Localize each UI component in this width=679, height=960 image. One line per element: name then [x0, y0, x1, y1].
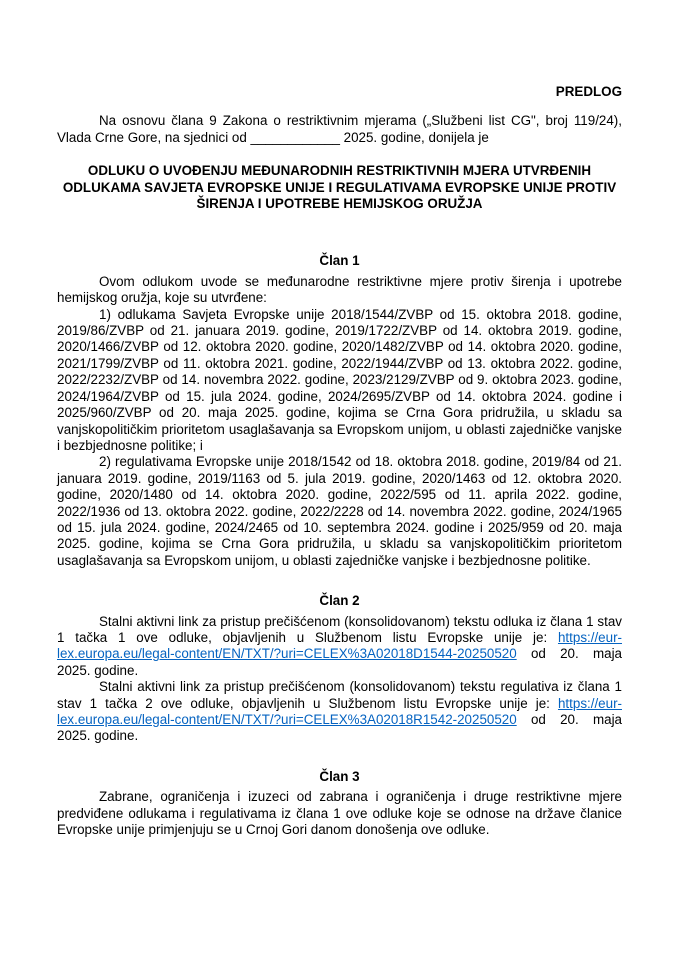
document-title: ODLUKU O UVOĐENJU MEĐUNARODNIH RESTRIKTIVNIH MJERA UTVRĐENIH ODLUKAMA SAVJETA EVROPSKE UNIJE I REGULATIVAMA EVROPSKE UNIJE PROTIV ŠIRENJA I UPOTREBE HEMIJSKOG ORUŽJA [62, 163, 617, 212]
eur-lex-decisions-link[interactable]: https://eur-lex.europa.eu/legal-content/EN/TXT/?uri=CELEX%3A02018D1544-20250520 [57, 629, 622, 662]
article-2-paragraph-2-text: Stalni aktivni link za pristup prečišćenom (konsolidovanom) tekstu regulativa iz člana 1 stav 1 tačka 2 ove odluke, objavljenih u Službenom listu Evropske unije je: [57, 679, 622, 711]
article-2-paragraph-1-text: Stalni aktivni link za pristup prečišćenom (konsolidovanom) tekstu odluka iz člana 1 stav 1 tačka 1 ove odluke, objavljenih u Službenom listu Evropske unije je: [57, 613, 622, 645]
intro-paragraph: Na osnovu člana 9 Zakona o restriktivnim mjerama („Službeni list CG", broj 119/24), Vlada Crne Gore, na sjednici od ____________ 2025. godine, donijela je [57, 113, 622, 145]
article-1-item-1: 1) odlukama Savjeta Evropske unije 2018/1544/ZVBP od 15. oktobra 2018. godine, 2019/86/ZVBP od 21. januara 2019. godine, 2019/1722/ZVBP od 14. oktobra 2019. godine, 2020/1466/ZVBP od 12. oktobra 2020. godine, 2020/1482/ZVBP od 14. oktobra 2020. godine, 2021/1799/ZVBP od 11. oktobra 2021. godine, 2022/1944/ZVBP od 13. oktobra 2022. godine, 2022/2232/ZVBP od 14. novembra 2022. godine, 2023/2129/ZVBP od 9. oktobra 2023. godine, 2024/1964/ZVBP od 15. jula 2024. godine, 2024/2695/ZVBP od 14. oktobra 2024. godine i 2025/960/ZVBP od 20. maja 2025. godine, kojima se Crna Gora pridružila, u skladu sa vanjskopolitičkim prioritetom usaglašavanja sa Evropskom unijom, u oblasti zajedničke vanjske i bezbjednosne politike; i [57, 306, 622, 453]
article-2-paragraph-2 [57, 679, 622, 745]
article-3 [57, 769, 622, 839]
article-2 [57, 593, 622, 745]
article-1 [57, 253, 622, 569]
article-1-paragraph-1: Ovom odlukom uvode se međunarodne restriktivne mjere protiv širenja i upotrebe hemijskog oružja, koje su utvrđene: [57, 273, 622, 306]
article-1-heading: Član 1 [319, 253, 360, 269]
eur-lex-regulations-link[interactable]: https://eur-lex.europa.eu/legal-content/EN/TXT/?uri=CELEX%3A02018R1542-20250520 [57, 695, 622, 727]
article-2-heading: Član 2 [319, 593, 360, 609]
article-3-heading: Član 3 [319, 768, 360, 784]
document-tag: PREDLOG [555, 84, 622, 99]
article-2-paragraph-2-date: od 20. maja 2025. godine. [57, 712, 622, 744]
article-2-paragraph-1 [57, 614, 622, 680]
article-3-paragraph-1: Zabrane, ograničenja i izuzeci od zabrana i ograničenja i druge restriktivne mjere predviđene odlukama i regulativama iz člana 1 ove odluke koje se odnose na države članice Evropske unije primjenjuju se u Crnoj Gori danom donošenja ove odluke. [57, 789, 622, 838]
article-2-paragraph-1-date: od 20. maja 2025. godine. [57, 646, 622, 678]
article-1-item-2: 2) regulativama Evropske unije 2018/1542 od 18. oktobra 2018. godine, 2019/84 od 21. januara 2019. godine, 2019/1163 od 5. jula 2019. godine, 2020/1463 od 12. oktobra 2020. godine, 2020/1480 od 14. oktobra 2020. godine, 2022/595 od 11. aprila 2022. godine, 2022/1936 od 13. oktobra 2022. godine, 2022/2228 od 14. novembra 2022. godine, 2024/1965 od 15. jula 2024. godine, 2024/2465 od 10. septembra 2024. godine i 2025/959 od 20. maja 2025. godine, kojima se Crna Gora pridružila, u skladu sa vanjskopolitičkim prioritetom usaglašavanja sa Evropskom unijom, u oblasti zajedničke vanjske i bezbjednosne politike. [57, 454, 622, 568]
